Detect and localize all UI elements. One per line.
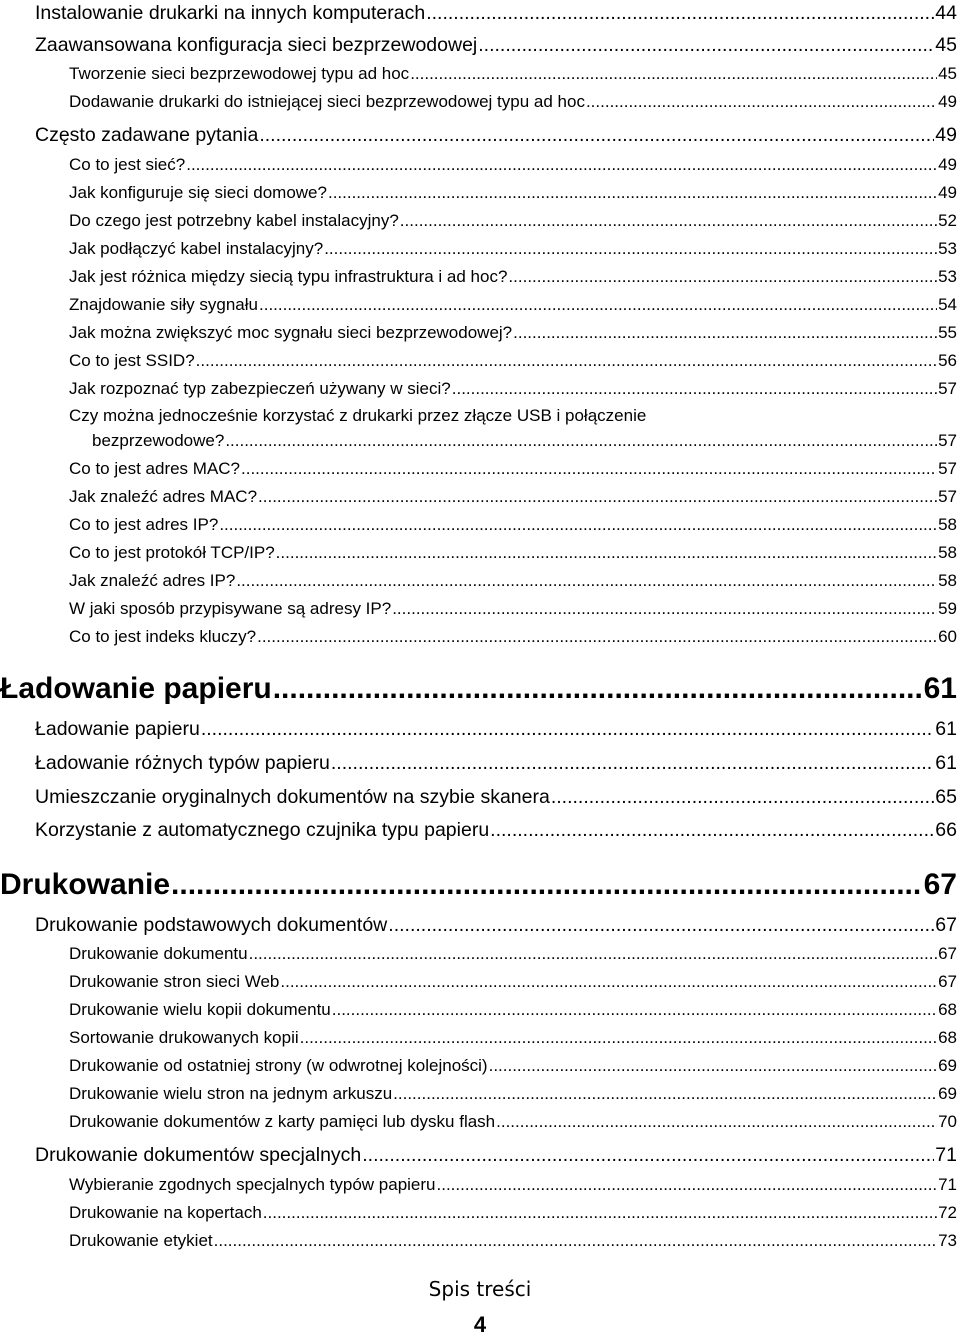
dot-leader (393, 1084, 937, 1104)
dot-leader (489, 1056, 937, 1076)
dot-leader (249, 944, 937, 964)
toc-entry-page: 52 (938, 211, 957, 230)
dot-leader (196, 351, 937, 371)
toc-entry-title: Do czego jest potrzebny kabel instalacyjny? (69, 211, 399, 230)
toc-entry-title: Ładowanie różnych typów papieru (35, 752, 330, 774)
dot-leader (236, 571, 937, 591)
toc-entry-title: Sortowanie drukowanych kopii (69, 1028, 299, 1047)
toc-entry[interactable] (69, 944, 957, 964)
toc-entry-page: 53 (938, 239, 957, 258)
toc-entry-page: 68 (938, 1028, 957, 1047)
dot-leader (331, 752, 934, 775)
toc-entry-page: 44 (935, 2, 957, 24)
dot-leader (328, 183, 937, 203)
toc-entry[interactable] (69, 239, 957, 259)
toc-entry-title-line2: bezprzewodowe? (92, 431, 225, 450)
toc-entry[interactable] (69, 487, 957, 507)
toc-entry[interactable] (69, 515, 957, 535)
footer-page-number: 4 (473, 1312, 487, 1337)
toc-entry[interactable] (69, 1056, 957, 1076)
dot-leader (201, 718, 934, 741)
toc-entry[interactable] (69, 459, 957, 479)
dot-leader (452, 379, 937, 399)
dot-leader (324, 239, 937, 259)
toc-entry[interactable] (35, 786, 957, 809)
dot-leader (332, 1000, 937, 1020)
dot-leader (219, 515, 937, 535)
toc-entry-title: Drukowanie stron sieci Web (69, 972, 280, 991)
dot-leader (388, 914, 934, 937)
toc-entry-page: 71 (938, 1175, 957, 1194)
dot-leader (276, 543, 937, 563)
toc-entry[interactable] (69, 599, 957, 619)
toc-entry-page: 73 (938, 1231, 957, 1250)
toc-entry[interactable] (69, 1203, 957, 1223)
toc-entry-page: 57 (938, 487, 957, 506)
toc-entry[interactable] (69, 64, 957, 84)
toc-entry-title: Często zadawane pytania (35, 124, 259, 146)
toc-entry-page: 72 (938, 1203, 957, 1222)
toc-entry-title: Jak rozpoznać typ zabezpieczeń używany w sieci? (69, 379, 451, 398)
toc-entry-continuation[interactable] (92, 431, 957, 451)
dot-leader (258, 487, 937, 507)
toc-entry-title: Drukowanie dokumentów z karty pamięci lub dysku flash (69, 1112, 496, 1131)
toc-entry-title: Wybieranie zgodnych specjalnych typów papieru (69, 1175, 436, 1194)
toc-entry-title: Drukowanie wielu kopii dokumentu (69, 1000, 331, 1019)
toc-entry-title: Drukowanie podstawowych dokumentów (35, 914, 388, 936)
toc-entry[interactable] (69, 1028, 957, 1048)
dot-leader (241, 459, 937, 479)
toc-entry-title: Znajdowanie siły sygnału (69, 295, 258, 314)
dot-leader (478, 34, 934, 57)
toc-entry-page: 65 (935, 786, 957, 808)
toc-entry[interactable] (35, 34, 957, 57)
dot-leader (214, 1231, 937, 1251)
toc-entry-multiline[interactable] (69, 406, 957, 426)
toc-entry-title: Umieszczanie oryginalnych dokumentów na szybie skanera (35, 786, 550, 808)
toc-entry-title: Korzystanie z automatycznego czujnika typu papieru (35, 819, 490, 841)
dot-leader (513, 323, 937, 343)
dot-leader (186, 155, 937, 175)
toc-entry-page: 67 (938, 944, 957, 963)
toc-entry[interactable] (69, 1112, 957, 1132)
dot-leader (259, 124, 934, 147)
toc-entry[interactable] (69, 1084, 957, 1104)
dot-leader (263, 1203, 937, 1223)
dot-leader (426, 2, 934, 25)
toc-entry-page: 56 (938, 351, 957, 370)
toc-entry[interactable] (69, 1231, 957, 1251)
dot-leader (410, 64, 937, 84)
dot-leader (392, 599, 937, 619)
toc-entry[interactable] (69, 972, 957, 992)
toc-entry-title: Instalowanie drukarki na innych komputerach (35, 2, 426, 24)
toc-entry[interactable] (35, 819, 957, 842)
toc-entry[interactable] (69, 1175, 957, 1195)
dot-leader (225, 431, 937, 451)
toc-entry-title: Jak można zwiększyć moc sygnału sieci bezprzewodowej? (69, 323, 513, 342)
toc-chapter-title: Drukowanie (0, 868, 171, 901)
toc-entry-page: 61 (935, 752, 957, 774)
toc-entry-page: 67 (938, 972, 957, 991)
dot-leader (508, 267, 937, 287)
toc-entry-title: Drukowanie dokumentu (69, 944, 248, 963)
toc-entry-page: 57 (938, 431, 957, 450)
dot-leader (273, 672, 923, 706)
toc-entry-title: Co to jest indeks kluczy? (69, 627, 257, 646)
toc-entry[interactable] (69, 627, 957, 647)
toc-chapter-page: 61 (923, 672, 957, 705)
toc-entry-title: Ładowanie papieru (35, 718, 200, 740)
toc-entry[interactable] (69, 183, 957, 203)
toc-entry-title: Jak znaleźć adres IP? (69, 571, 236, 590)
toc-entry-page: 54 (938, 295, 957, 314)
toc-entry-page: 60 (938, 627, 957, 646)
toc-chapter-loading-paper[interactable] (0, 672, 957, 706)
toc-entry-title: Drukowanie wielu stron na jednym arkuszu (69, 1084, 393, 1103)
dot-leader (586, 92, 937, 112)
toc-entry[interactable] (69, 267, 957, 287)
toc-entry-page: 66 (935, 819, 957, 841)
toc-chapter-page: 67 (923, 868, 957, 901)
toc-entry-page: 61 (935, 718, 957, 740)
toc-chapter-printing[interactable] (0, 868, 957, 902)
toc-entry-page: 71 (935, 1144, 957, 1166)
toc-entry-title: Co to jest SSID? (69, 351, 195, 370)
toc-entry-title: Co to jest adres MAC? (69, 459, 241, 478)
dot-leader (171, 868, 923, 902)
dot-leader (551, 786, 934, 809)
toc-entry-page: 53 (938, 267, 957, 286)
footer-section-label: Spis treści (428, 1277, 532, 1301)
toc-entry-page: 49 (938, 183, 957, 202)
toc-entry-title: W jaki sposób przypisywane są adresy IP? (69, 599, 392, 618)
toc-entry-page: 58 (938, 571, 957, 590)
toc-entry[interactable] (69, 295, 957, 315)
toc-entry-page: 45 (935, 34, 957, 56)
toc-entry-page: 58 (938, 543, 957, 562)
toc-entry-title: Co to jest protokół TCP/IP? (69, 543, 275, 562)
dot-leader (490, 819, 934, 842)
toc-entry[interactable] (69, 351, 957, 371)
toc-entry-title: Drukowanie od ostatniej strony (w odwrotnej kolejności) (69, 1056, 488, 1075)
dot-leader (259, 295, 937, 315)
toc-entry[interactable] (69, 1000, 957, 1020)
dot-leader (437, 1175, 938, 1195)
toc-entry[interactable] (69, 323, 957, 343)
toc-entry[interactable] (35, 2, 957, 25)
toc-entry-title: Co to jest sieć? (69, 155, 186, 174)
toc-entry[interactable] (35, 1144, 957, 1167)
toc-entry-page: 68 (938, 1000, 957, 1019)
toc-entry-title: Jak jest różnica między siecią typu infrastruktura i ad hoc? (69, 267, 508, 286)
toc-entry-page: 49 (938, 92, 957, 111)
toc-entry-title: Jak znaleźć adres MAC? (69, 487, 258, 506)
toc-entry-title: Co to jest adres IP? (69, 515, 219, 534)
toc-entry-title: Drukowanie etykiet (69, 1231, 213, 1250)
dot-leader (496, 1112, 937, 1132)
toc-entry-page: 45 (938, 64, 957, 83)
toc-entry-page: 70 (938, 1112, 957, 1131)
toc-entry-title: Jak konfiguruje się sieci domowe? (69, 183, 327, 202)
toc-entry-page: 59 (938, 599, 957, 618)
dot-leader (300, 1028, 937, 1048)
toc-entry-title: Drukowanie dokumentów specjalnych (35, 1144, 362, 1166)
toc-entry-page: 58 (938, 515, 957, 534)
toc-entry[interactable] (69, 571, 957, 591)
toc-entry-page: 57 (938, 459, 957, 478)
toc-entry-title: Dodawanie drukarki do istniejącej sieci bezprzewodowej typu ad hoc (69, 92, 585, 111)
toc-entry[interactable] (35, 914, 957, 937)
toc-chapter-title: Ładowanie papieru (0, 672, 272, 705)
toc-entry-page: 69 (938, 1056, 957, 1075)
toc-entry[interactable] (69, 211, 957, 231)
toc-entry[interactable] (69, 155, 957, 175)
toc-entry[interactable] (69, 379, 957, 399)
toc-entry[interactable] (35, 752, 957, 775)
dot-leader (280, 972, 937, 992)
toc-entry-page: 49 (935, 124, 957, 146)
toc-entry[interactable] (35, 718, 957, 741)
toc-entry-page: 49 (938, 155, 957, 174)
toc-entry-title-line1: Czy można jednocześnie korzystać z drukarki przez złącze USB i połączenie (69, 406, 647, 425)
toc-entry-page: 55 (938, 323, 957, 342)
toc-entry-title: Zaawansowana konfiguracja sieci bezprzewodowej (35, 34, 478, 56)
toc-entry-title: Jak podłączyć kabel instalacyjny? (69, 239, 324, 258)
toc-entry[interactable] (69, 92, 957, 112)
toc-entry[interactable] (35, 124, 957, 147)
toc-entry-page: 57 (938, 379, 957, 398)
toc-entry-title: Drukowanie na kopertach (69, 1203, 262, 1222)
toc-entry-title: Tworzenie sieci bezprzewodowej typu ad hoc (69, 64, 410, 83)
dot-leader (400, 211, 937, 231)
toc-entry[interactable] (69, 543, 957, 563)
dot-leader (362, 1144, 934, 1167)
dot-leader (257, 627, 937, 647)
toc-entry-page: 67 (935, 914, 957, 936)
toc-entry-page: 69 (938, 1084, 957, 1103)
